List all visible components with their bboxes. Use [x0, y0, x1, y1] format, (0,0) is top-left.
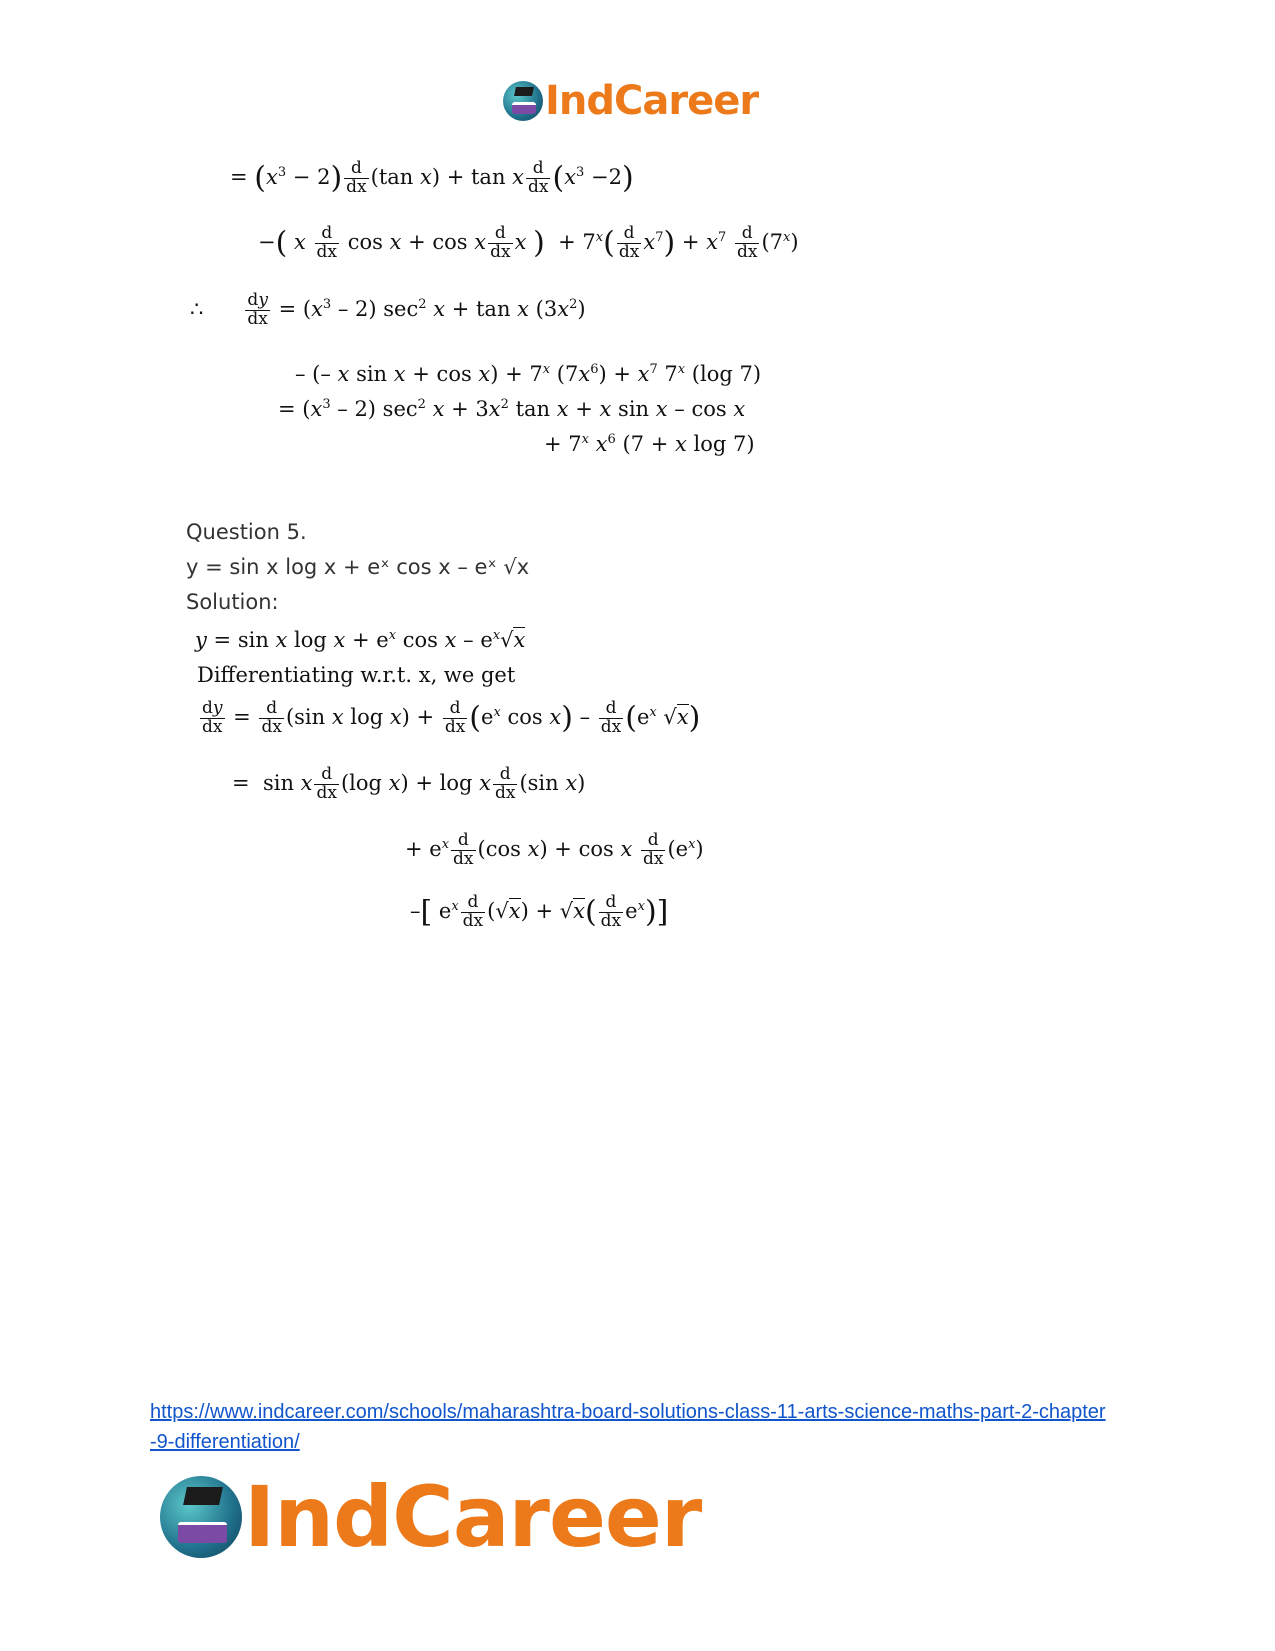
solution-step-3: $\frac{dy}{dx}$ = $\frac{d}{dx}$ (sin x log x) + $\frac{d}{dx}$ ($e^x$ cos x) – $\frac{d}{dx}$ ($e^x$ √x) — [202, 698, 701, 737]
math-step-5: = $(x^3 - 2)$ $\sec^2 x + 3x^2$ tan x + x sin x – cos x — [278, 397, 746, 421]
solution-step-6: –[ $e^x$ $\frac{d}{dx}$ (√x) + √x( $\frac{d}{dx}$ $e^x$)] — [410, 892, 669, 931]
footer-logo — [160, 1468, 701, 1566]
solution-step-2: Differentiating w.r.t. x, we get — [197, 663, 516, 687]
solution-label: Solution: — [186, 590, 279, 614]
header-logo — [503, 78, 758, 124]
question-title: Question 5. — [186, 520, 307, 544]
question-statement: y = sin x log x + eˣ cos x – eˣ √x — [186, 555, 530, 579]
math-step-3: ∴ $\frac{dy}{dx}$ = $(x^3 - 2)$ $\sec^2 x + \tan x$ $(3x^2)$ — [190, 290, 586, 329]
solution-step-1: y = sin x $\log x + e^x$ cos x – $e^x√x$ — [195, 628, 526, 652]
footer-source-link[interactable]: https://www.indcareer.com/schools/maharashtra-board-solutions-class-11-arts-science-maths-part-2-chapter-9-differentiation/ — [150, 1401, 1106, 1453]
globe-book-logo-icon — [160, 1476, 242, 1558]
math-step-6: + $7^x$ $x^6$ (7 + x log 7) — [544, 432, 755, 456]
math-step-2: −( x $\frac{d}{dx}$ cos x + cos x $\frac{d}{dx}$ x ) + $7^x$( $\frac{d}{dx}$ $x^7) + x^7$ $\frac{d}{dx}$ (7$^x$) — [258, 223, 799, 262]
footer-logo-text: IndCareer — [244, 1468, 702, 1566]
math-step-1: = $(x^3 - 2)$ $\frac{d}{dx}$ (tan x) + tan x $\frac{d}{dx}$ $(x^3 -2)$ — [230, 158, 634, 197]
solution-step-5: + $e^x$ $\frac{d}{dx}$ (cos x) + cos x $\frac{d}{dx}$ $(e^x)$ — [405, 830, 704, 869]
solution-step-4: = sin x $\frac{d}{dx}$ (log x) + log x $\frac{d}{dx}$ (sin x) — [232, 764, 586, 803]
globe-book-logo-icon — [503, 81, 543, 121]
math-step-4: – (– x $\sin x + \cos x) + 7^x$ $(7x^6) + x^7$ 7$^x$ (log 7) — [295, 362, 762, 386]
header-logo-text: IndCareer — [545, 78, 759, 124]
